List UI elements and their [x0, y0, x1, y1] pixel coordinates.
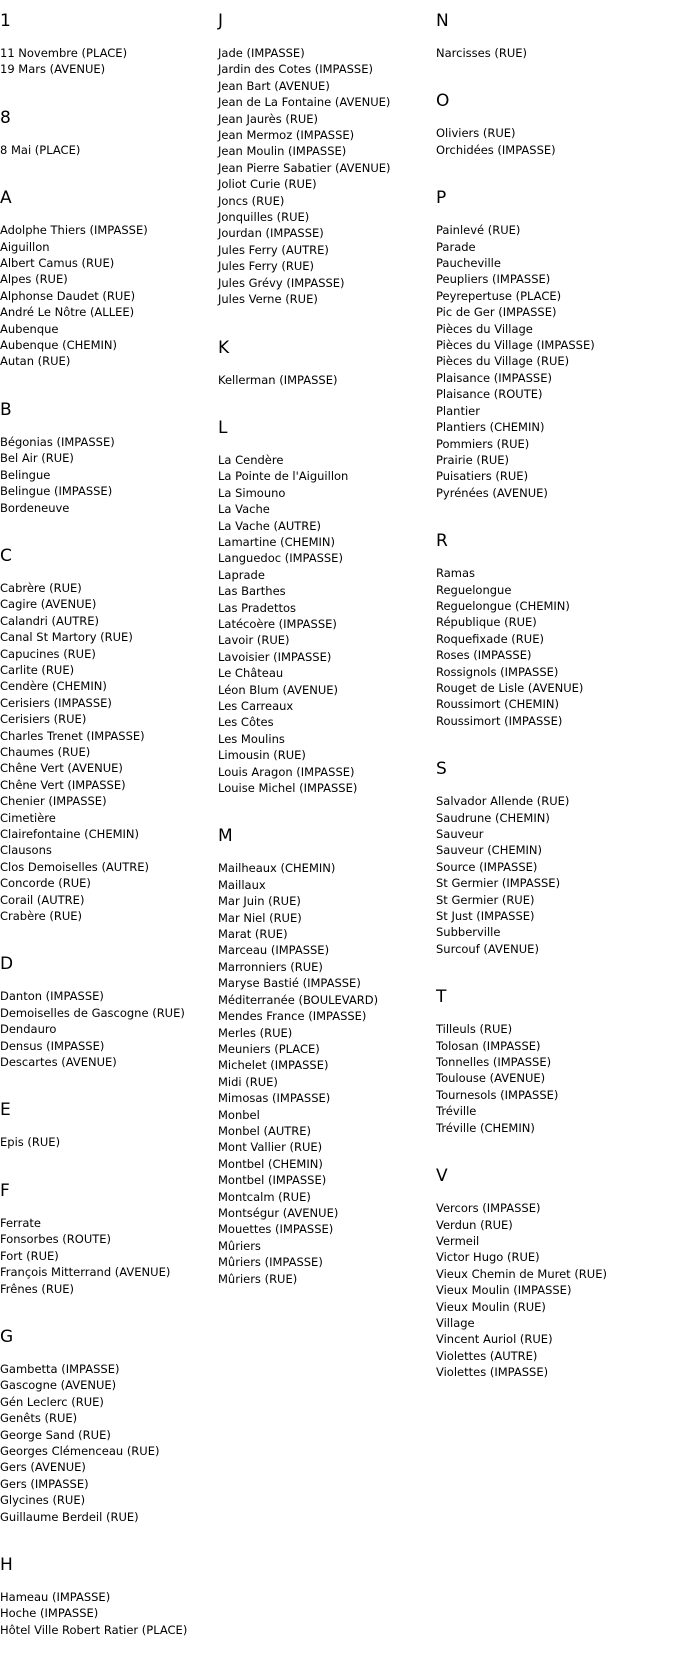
street-list — [436, 222, 675, 501]
street-item: Aiguillon — [0, 239, 50, 254]
street-item: Fonsorbes (ROUTE) — [0, 1232, 112, 1247]
street-item: Toulouse (AVENUE) — [436, 1071, 546, 1086]
street-item: 19 Mars (AVENUE) — [0, 62, 106, 77]
street-item: Rouget de Lisle (AVENUE) — [436, 680, 584, 695]
section-letter-heading: C — [0, 545, 12, 566]
street-item: Roses (IMPASSE) — [436, 648, 532, 663]
street-item: Parade — [436, 239, 476, 254]
section-letter-heading: V — [436, 1166, 448, 1187]
street-list — [0, 45, 212, 78]
street-item: Clos Demoiselles (AUTRE) — [0, 859, 149, 874]
street-item: Saudrune (CHEMIN) — [436, 810, 550, 825]
letter-section — [436, 0, 675, 61]
street-item: Belingue (IMPASSE) — [0, 484, 113, 499]
street-list — [0, 142, 212, 158]
street-item: Subberville — [436, 925, 501, 940]
street-item: Belingue — [0, 467, 51, 482]
street-item: Mailheaux (CHEMIN) — [218, 861, 336, 876]
street-item: La Pointe de l'Aiguillon — [218, 469, 349, 484]
street-item: Capucines (RUE) — [0, 646, 96, 661]
street-item: Ferrate — [0, 1215, 41, 1230]
street-item: Jean Mermoz (IMPASSE) — [218, 128, 355, 143]
section-letter-heading: P — [436, 188, 447, 209]
section-letter-heading: H — [0, 1554, 13, 1575]
street-list — [0, 434, 212, 516]
street-item: Vieux Moulin (IMPASSE) — [436, 1283, 572, 1298]
street-item: Fort (RUE) — [0, 1248, 59, 1263]
street-item: Chenier (IMPASSE) — [0, 794, 107, 809]
street-item: Dendauro — [0, 1022, 57, 1037]
street-item: St Just (IMPASSE) — [436, 909, 535, 924]
street-item: Jean Moulin (IMPASSE) — [218, 144, 347, 159]
street-item: Hôtel Ville Robert Ratier (PLACE) — [0, 1622, 188, 1637]
street-item: Mouettes (IMPASSE) — [218, 1222, 334, 1237]
street-item: Roussimort (CHEMIN) — [436, 697, 559, 712]
street-item: Kellerman (IMPASSE) — [218, 372, 338, 387]
letter-section — [218, 0, 430, 308]
street-item: Cimetière — [0, 810, 56, 825]
street-item: Montcalm (RUE) — [218, 1189, 311, 1204]
letter-section — [0, 177, 212, 370]
street-item: 11 Novembre (PLACE) — [0, 46, 128, 60]
street-item: Descartes (AVENUE) — [0, 1055, 117, 1070]
street-item: Jules Verne (RUE) — [218, 292, 318, 307]
street-item: Puisatiers (RUE) — [436, 469, 529, 484]
street-item: Reguelongue — [436, 582, 512, 597]
street-item: La Cendère — [218, 452, 284, 467]
street-list — [436, 565, 675, 729]
street-item: Louis Aragon (IMPASSE) — [218, 764, 355, 779]
street-item: Prairie (RUE) — [436, 452, 510, 467]
letter-section — [0, 1544, 212, 1638]
street-item: Pic de Ger (IMPASSE) — [436, 305, 557, 320]
street-item: Mûriers — [218, 1238, 261, 1253]
street-item: Las Barthes — [218, 584, 286, 599]
street-item: Marceau (IMPASSE) — [218, 943, 330, 958]
street-item: Salvador Allende (RUE) — [436, 794, 570, 809]
street-item: Latécoère (IMPASSE) — [218, 616, 337, 631]
section-letter-heading: N — [436, 11, 449, 31]
street-item: Jules Grévy (IMPASSE) — [218, 275, 345, 290]
street-item: Hameau (IMPASSE) — [0, 1589, 111, 1604]
street-item: Cerisiers (IMPASSE) — [0, 695, 112, 710]
section-letter-heading: S — [436, 759, 447, 780]
section-letter-heading: R — [436, 531, 448, 552]
street-item: Montbel (IMPASSE) — [218, 1173, 327, 1188]
letter-section — [436, 177, 675, 501]
letter-section — [218, 327, 430, 388]
letter-section — [436, 976, 675, 1136]
street-item: Village — [436, 1315, 475, 1330]
street-item: Peupliers (IMPASSE) — [436, 272, 551, 287]
street-item: Lavoir (RUE) — [218, 633, 290, 648]
section-letter-heading: B — [0, 399, 12, 420]
street-item: Densus (IMPASSE) — [0, 1038, 105, 1053]
street-list — [436, 1200, 675, 1380]
street-index-column-3 — [436, 0, 675, 1400]
letter-section — [0, 97, 212, 158]
letter-section — [436, 748, 675, 957]
street-item: Chêne Vert (IMPASSE) — [0, 777, 126, 792]
street-item: Charles Trenet (IMPASSE) — [0, 728, 145, 743]
street-item: Plantier — [436, 403, 480, 418]
street-item: Cagire (AVENUE) — [0, 597, 97, 612]
street-item: Jourdan (IMPASSE) — [218, 226, 324, 241]
street-item: Las Pradettos — [218, 600, 297, 615]
street-item: Demoiselles de Gascogne (RUE) — [0, 1005, 185, 1020]
street-item: République (RUE) — [436, 615, 537, 630]
section-letter-heading: G — [0, 1326, 14, 1347]
street-item: Cerisiers (RUE) — [0, 712, 87, 727]
street-item: Mûriers (RUE) — [218, 1271, 298, 1286]
street-item: Gambetta (IMPASSE) — [0, 1361, 120, 1376]
street-item: François Mitterrand (AVENUE) — [0, 1265, 171, 1280]
street-item: Jonquilles (RUE) — [218, 210, 310, 225]
street-item: Limousin (RUE) — [218, 748, 306, 763]
section-letter-heading: L — [218, 417, 228, 438]
street-item: Mont Vallier (RUE) — [218, 1140, 323, 1155]
street-item: 8 Mai (PLACE) — [0, 142, 81, 157]
street-item: Jules Ferry (AUTRE) — [218, 242, 329, 257]
section-letter-heading: K — [218, 337, 230, 358]
section-letter-heading: A — [0, 188, 12, 209]
street-list — [0, 988, 212, 1070]
street-item: Alpes (RUE) — [0, 272, 68, 287]
section-letter-heading: E — [0, 1100, 11, 1121]
street-item: Plantiers (CHEMIN) — [436, 420, 545, 435]
street-item: Mimosas (IMPASSE) — [218, 1091, 331, 1106]
street-item: Gers (AVENUE) — [0, 1460, 86, 1475]
street-item: Aubenque — [0, 321, 59, 336]
street-item: Jade (IMPASSE) — [218, 46, 305, 60]
street-item: Vieux Moulin (RUE) — [436, 1299, 546, 1314]
street-item: Bégonias (IMPASSE) — [0, 434, 115, 449]
street-item: Michelet (IMPASSE) — [218, 1058, 329, 1073]
street-list — [218, 372, 430, 388]
street-item: Pièces du Village — [436, 321, 533, 336]
street-item: St Germier (RUE) — [436, 892, 535, 907]
street-item: Tonnelles (IMPASSE) — [436, 1055, 552, 1070]
letter-section — [0, 1089, 212, 1150]
street-item: Jean Bart (AVENUE) — [218, 78, 330, 93]
letter-section — [0, 0, 212, 78]
street-item: La Vache — [218, 502, 270, 517]
street-item: Laprade — [218, 567, 265, 582]
street-item: Crabère (RUE) — [0, 909, 83, 924]
street-item: Guillaume Berdeil (RUE) — [0, 1509, 139, 1524]
street-item: Vieux Chemin de Muret (RUE) — [436, 1266, 607, 1281]
street-index-column-1 — [0, 0, 212, 1657]
street-list — [436, 125, 675, 158]
street-item: Le Château — [218, 666, 284, 681]
street-item: Lamartine (CHEMIN) — [218, 534, 335, 549]
street-item: Plaisance (IMPASSE) — [436, 370, 552, 385]
letter-section — [218, 815, 430, 1287]
street-item: Alphonse Daudet (RUE) — [0, 288, 136, 303]
street-item: Les Moulins — [218, 731, 285, 746]
street-list — [0, 580, 212, 925]
street-item: Marronniers (RUE) — [218, 959, 323, 974]
street-item: Frênes (RUE) — [0, 1281, 74, 1296]
street-item: Tilleuls (RUE) — [436, 1022, 513, 1037]
street-item: Maillaux — [218, 877, 266, 892]
street-item: Sauveur — [436, 827, 484, 841]
street-list — [436, 45, 675, 61]
street-item: Cabrère (RUE) — [0, 580, 82, 595]
street-item: Gén Leclerc (RUE) — [0, 1394, 104, 1409]
street-item: Hoche (IMPASSE) — [0, 1606, 99, 1621]
street-item: Meuniers (PLACE) — [218, 1041, 320, 1056]
street-item: La Vache (AUTRE) — [218, 518, 322, 533]
letter-section — [218, 407, 430, 797]
street-item: Epis (RUE) — [0, 1135, 61, 1150]
street-item: La Simouno — [218, 485, 286, 500]
street-item: Gers (IMPASSE) — [0, 1476, 89, 1491]
street-item: Chaumes (RUE) — [0, 744, 91, 759]
street-list — [0, 222, 212, 370]
street-list — [218, 45, 430, 308]
street-item: Adolphe Thiers (IMPASSE) — [0, 223, 148, 238]
street-list — [0, 1215, 212, 1297]
street-item: Tournesols (IMPASSE) — [436, 1087, 559, 1102]
street-item: Jules Ferry (RUE) — [218, 259, 315, 274]
letter-section — [0, 389, 212, 516]
street-item: Monbel (AUTRE) — [218, 1123, 312, 1138]
street-item: Montbel (CHEMIN) — [218, 1156, 323, 1171]
street-list — [436, 1021, 675, 1136]
street-item: Violettes (IMPASSE) — [436, 1365, 549, 1380]
street-item: Mendes France (IMPASSE) — [218, 1009, 367, 1024]
section-letter-heading: D — [0, 954, 14, 975]
street-item: Pièces du Village (RUE) — [436, 354, 570, 369]
street-list — [0, 1134, 212, 1150]
street-item: Ramas — [436, 566, 476, 581]
street-item: Roussimort (IMPASSE) — [436, 713, 563, 728]
section-letter-heading: 8 — [0, 107, 11, 128]
street-index-column-2 — [218, 0, 430, 1306]
street-list — [436, 793, 675, 957]
street-item: St Germier (IMPASSE) — [436, 876, 561, 891]
street-item: Paucheville — [436, 256, 501, 271]
section-letter-heading: M — [218, 826, 233, 847]
section-letter-heading: T — [436, 987, 447, 1008]
street-item: Montségur (AVENUE) — [218, 1205, 339, 1220]
street-item: George Sand (RUE) — [0, 1427, 111, 1442]
street-item: Danton (IMPASSE) — [0, 989, 104, 1004]
letter-section — [436, 520, 675, 729]
section-letter-heading: J — [218, 11, 224, 31]
street-item: Midi (RUE) — [218, 1074, 278, 1089]
street-item: Mar Juin (RUE) — [218, 894, 301, 909]
street-item: Jean Jaurès (RUE) — [218, 111, 319, 126]
street-item: Painlevé (RUE) — [436, 223, 521, 238]
street-item: Merles (RUE) — [218, 1025, 293, 1040]
street-item: Autan (RUE) — [0, 354, 71, 369]
letter-section — [0, 1170, 212, 1297]
street-item: Aubenque (CHEMIN) — [0, 338, 117, 353]
street-item: Narcisses (RUE) — [436, 46, 527, 60]
street-item: Gascogne (AVENUE) — [0, 1378, 117, 1393]
street-item: Jean Pierre Sabatier (AVENUE) — [218, 160, 391, 175]
street-item: Chêne Vert (AVENUE) — [0, 761, 123, 776]
street-item: André Le Nôtre (ALLEE) — [0, 305, 135, 320]
street-item: Vincent Auriol (RUE) — [436, 1332, 553, 1347]
street-item: Cendère (CHEMIN) — [0, 679, 107, 694]
street-item: Calandri (AUTRE) — [0, 613, 100, 628]
street-item: Corail (AUTRE) — [0, 892, 85, 907]
street-item: Joncs (RUE) — [218, 193, 285, 208]
street-item: Rossignols (IMPASSE) — [436, 664, 559, 679]
street-item: Les Carreaux — [218, 699, 294, 713]
street-item: Sauveur (CHEMIN) — [436, 843, 543, 858]
letter-section — [0, 535, 212, 925]
street-item: Vermeil — [436, 1233, 480, 1248]
street-item: Méditerranée (BOULEVARD) — [218, 992, 379, 1007]
street-item: Louise Michel (IMPASSE) — [218, 781, 358, 796]
street-item: Surcouf (AVENUE) — [436, 941, 539, 956]
street-item: Mûriers (IMPASSE) — [218, 1255, 323, 1270]
letter-section — [0, 1316, 212, 1525]
street-list — [0, 1589, 212, 1638]
street-item: Jean de La Fontaine (AVENUE) — [218, 95, 391, 110]
section-letter-heading: O — [436, 91, 450, 112]
street-item: Lavoisier (IMPASSE) — [218, 649, 332, 664]
street-item: Mar Niel (RUE) — [218, 910, 302, 925]
letter-section — [436, 80, 675, 158]
street-list — [0, 1361, 212, 1525]
street-item: Georges Clémenceau (RUE) — [0, 1443, 160, 1458]
section-letter-heading: F — [0, 1180, 10, 1201]
street-item: Jardin des Cotes (IMPASSE) — [218, 62, 373, 77]
street-item: Léon Blum (AVENUE) — [218, 682, 339, 697]
street-item: Roquefixade (RUE) — [436, 631, 544, 646]
street-list — [218, 452, 430, 797]
street-item: Pièces du Village (IMPASSE) — [436, 338, 595, 353]
street-item: Orchidées (IMPASSE) — [436, 142, 556, 157]
street-item: Peyrepertuse (PLACE) — [436, 288, 562, 303]
street-item: Languedoc (IMPASSE) — [218, 551, 343, 566]
street-item: Tréville (CHEMIN) — [436, 1120, 535, 1135]
street-item: Bordeneuve — [0, 500, 70, 515]
street-item: Plaisance (ROUTE) — [436, 387, 543, 402]
street-item: Vercors (IMPASSE) — [436, 1201, 541, 1216]
street-item: Pommiers (RUE) — [436, 436, 530, 451]
street-item: Tréville — [436, 1104, 477, 1119]
street-item: Genêts (RUE) — [0, 1411, 78, 1426]
street-item: Source (IMPASSE) — [436, 859, 538, 874]
street-item: Clairefontaine (CHEMIN) — [0, 827, 139, 841]
street-item: Oliviers (RUE) — [436, 126, 516, 141]
street-item: Monbel — [218, 1107, 260, 1122]
street-item: Reguelongue (CHEMIN) — [436, 598, 570, 613]
street-list — [218, 860, 430, 1287]
street-item: Canal St Martory (RUE) — [0, 630, 133, 645]
street-item: Violettes (AUTRE) — [436, 1348, 538, 1363]
section-letter-heading: 1 — [0, 11, 11, 31]
street-item: Joliot Curie (RUE) — [218, 177, 317, 192]
street-item: Concorde (RUE) — [0, 876, 91, 891]
street-item: Maryse Bastié (IMPASSE) — [218, 976, 361, 991]
letter-section — [436, 1155, 675, 1380]
street-item: Pyrénées (AVENUE) — [436, 485, 548, 500]
street-item: Verdun (RUE) — [436, 1217, 513, 1232]
street-item: Victor Hugo (RUE) — [436, 1250, 540, 1265]
street-item: Albert Camus (RUE) — [0, 256, 115, 271]
street-item: Bel Air (RUE) — [0, 451, 74, 466]
street-item: Glycines (RUE) — [0, 1493, 86, 1508]
street-item: Clausons — [0, 843, 52, 858]
street-item: Les Côtes — [218, 715, 274, 730]
street-item: Marat (RUE) — [218, 927, 288, 942]
letter-section — [0, 943, 212, 1070]
street-item: Tolosan (IMPASSE) — [436, 1038, 541, 1053]
street-item: Carlite (RUE) — [0, 662, 75, 677]
